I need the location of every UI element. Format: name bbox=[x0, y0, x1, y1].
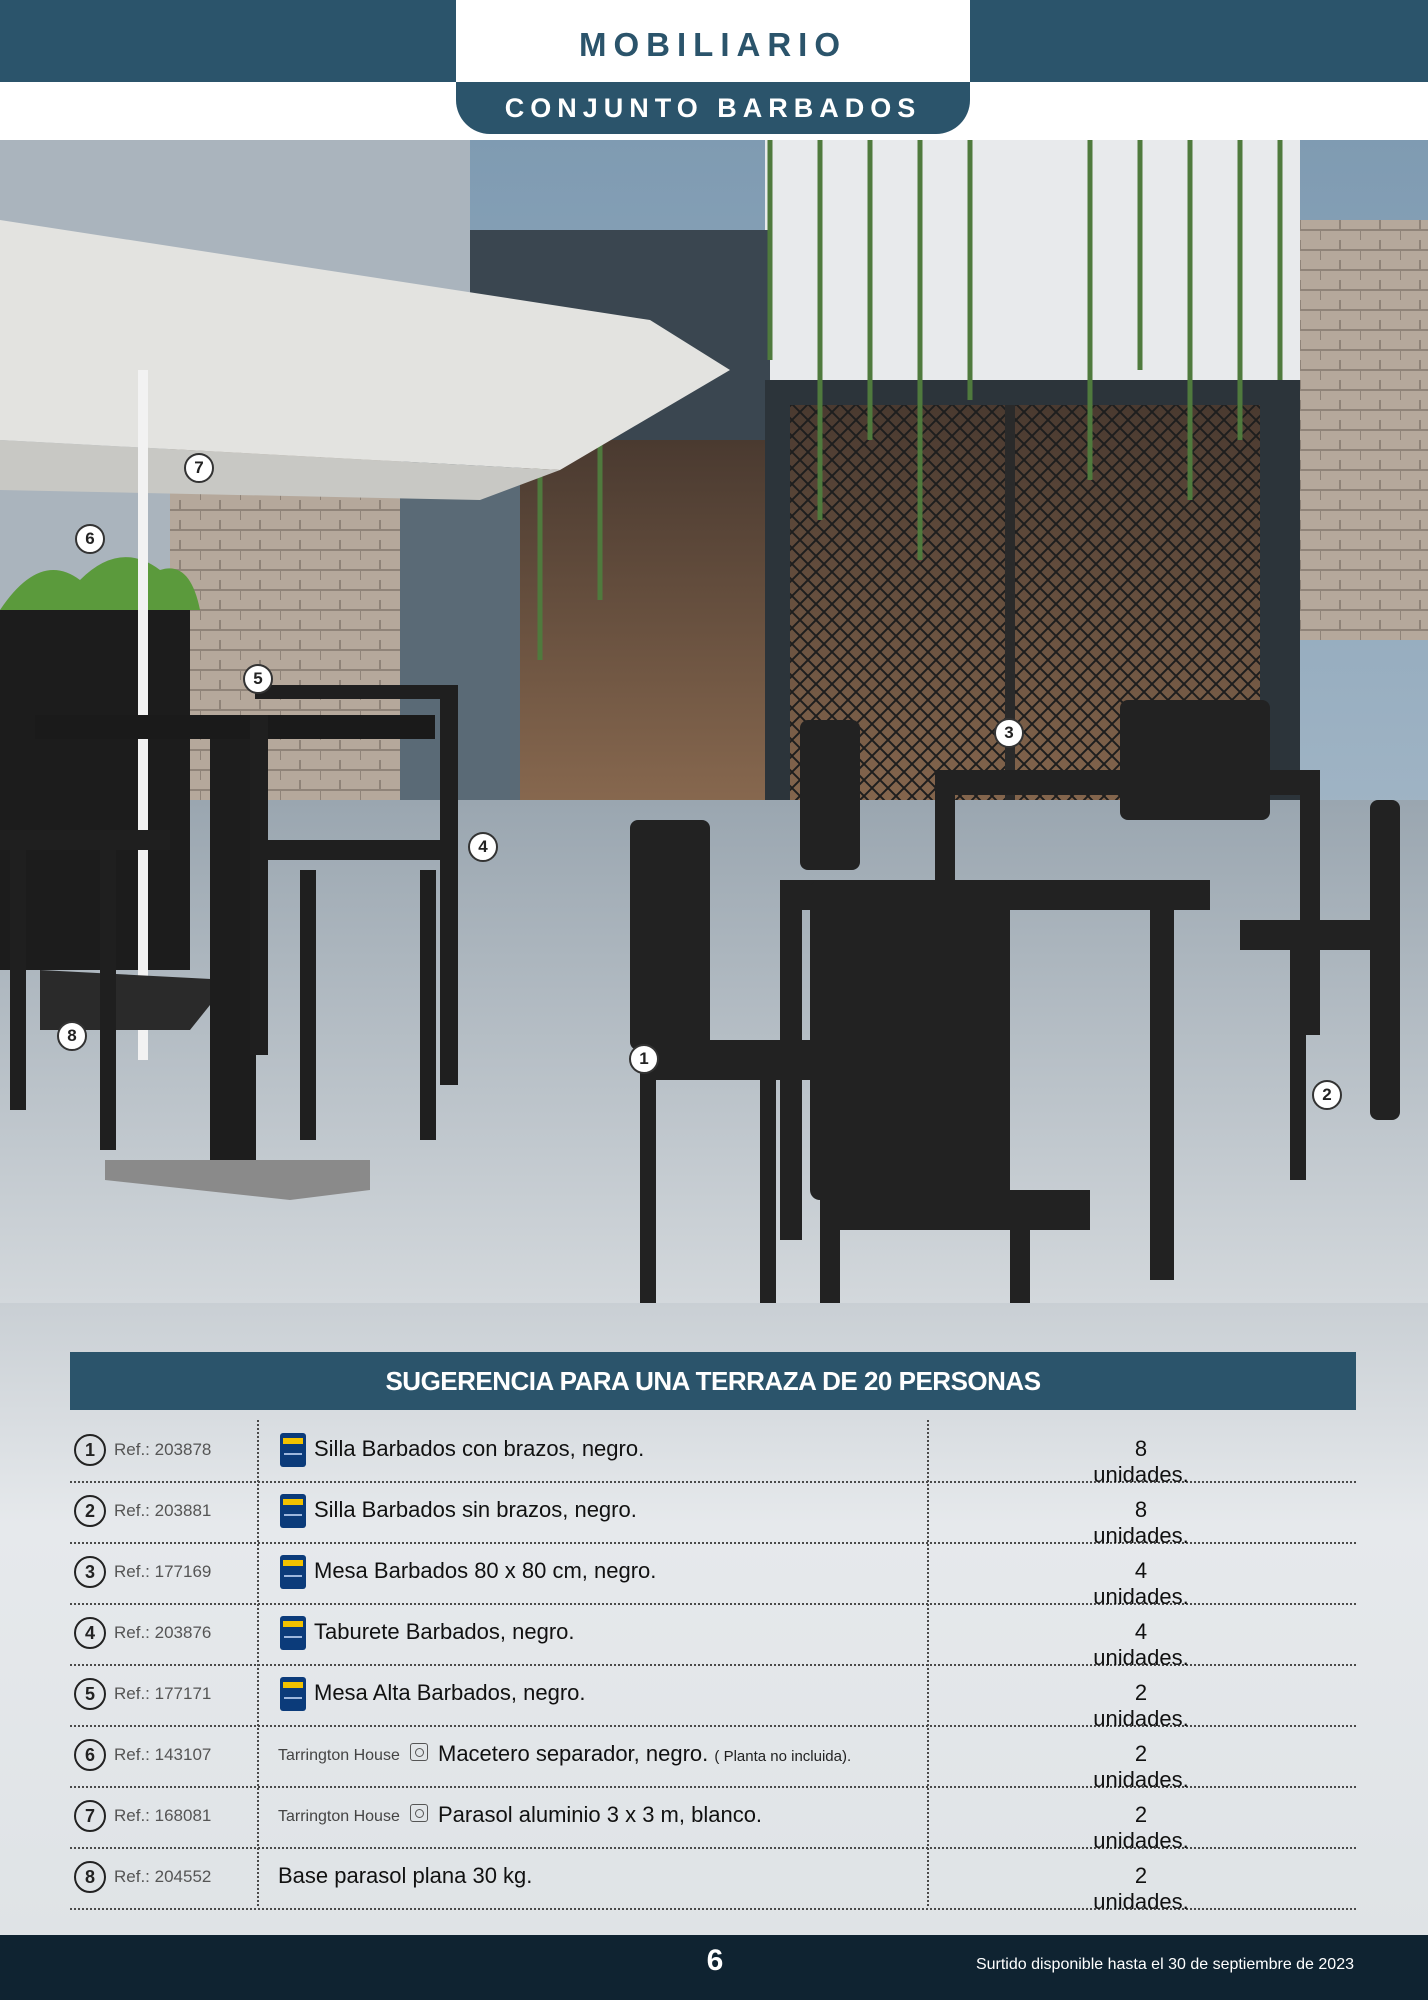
table-row bbox=[70, 1847, 1356, 1914]
row-ref: Ref.: 203878 bbox=[114, 1440, 212, 1459]
row-quantity: 4 unidades. bbox=[1093, 1558, 1189, 1609]
callout-7: 7 bbox=[184, 453, 214, 483]
table-row bbox=[70, 1786, 1356, 1853]
availability-note: Surtido disponible hasta el 30 de septiembre de 2023 bbox=[975, 1956, 1354, 1973]
row-ref: Ref.: 177169 bbox=[114, 1562, 212, 1581]
callout-8: 8 bbox=[57, 1021, 87, 1051]
table-row bbox=[70, 1542, 1356, 1609]
row-ref: Ref.: 204552 bbox=[114, 1867, 212, 1886]
row-ref: Ref.: 203876 bbox=[114, 1623, 212, 1642]
row-description: Macetero separador, negro. bbox=[438, 1741, 709, 1766]
row-note: ( Planta no incluida). bbox=[714, 1748, 852, 1765]
callout-6: 6 bbox=[75, 524, 105, 554]
callout-3: 3 bbox=[994, 718, 1024, 748]
tarrington-house-icon bbox=[410, 1804, 428, 1822]
row-quantity: 2 unidades. bbox=[1093, 1863, 1189, 1914]
callout-4: 4 bbox=[468, 832, 498, 862]
row-description: Mesa Alta Barbados, negro. bbox=[314, 1680, 586, 1705]
row-quantity: 2 unidades. bbox=[1093, 1680, 1189, 1731]
table-row bbox=[70, 1725, 1356, 1792]
row-description: Base parasol plana 30 kg. bbox=[278, 1863, 533, 1888]
row-ref: Ref.: 177171 bbox=[114, 1684, 212, 1703]
table-row bbox=[70, 1481, 1356, 1548]
callout-1: 1 bbox=[629, 1044, 659, 1074]
row-quantity: 2 unidades. bbox=[1093, 1802, 1189, 1853]
metro-logo-icon bbox=[280, 1555, 306, 1589]
callout-5: 5 bbox=[243, 664, 273, 694]
row-description: Silla Barbados sin brazos, negro. bbox=[314, 1497, 637, 1522]
terrace-photo bbox=[0, 140, 1428, 1303]
row-number: 6 bbox=[74, 1739, 106, 1771]
page-subtitle: CONJUNTO BARBADOS bbox=[504, 93, 922, 123]
row-number: 5 bbox=[74, 1678, 106, 1710]
row-description: Taburete Barbados, negro. bbox=[314, 1619, 575, 1644]
row-quantity: 2 unidades. bbox=[1093, 1741, 1189, 1792]
row-number: 2 bbox=[74, 1495, 106, 1527]
row-quantity: 8 unidades. bbox=[1093, 1436, 1189, 1487]
row-number: 7 bbox=[74, 1800, 106, 1832]
metro-logo-icon bbox=[280, 1616, 306, 1650]
row-number: 8 bbox=[74, 1861, 106, 1893]
page-title: MOBILIARIO bbox=[579, 26, 847, 63]
brand-name: Tarrington House bbox=[278, 1808, 400, 1825]
row-description: Mesa Barbados 80 x 80 cm, negro. bbox=[314, 1558, 657, 1583]
row-ref: Ref.: 143107 bbox=[114, 1745, 212, 1764]
row-description: Parasol aluminio 3 x 3 m, blanco. bbox=[438, 1802, 763, 1827]
table-row bbox=[70, 1664, 1356, 1731]
row-number: 1 bbox=[74, 1434, 106, 1466]
callout-2: 2 bbox=[1312, 1080, 1342, 1110]
metro-logo-icon bbox=[280, 1433, 306, 1467]
table-heading: SUGERENCIA PARA UNA TERRAZA DE 20 PERSONAS bbox=[70, 1352, 1356, 1410]
tarrington-house-icon bbox=[410, 1743, 428, 1761]
row-ref: Ref.: 203881 bbox=[114, 1501, 212, 1520]
metro-logo-icon bbox=[280, 1494, 306, 1528]
row-quantity: 4 unidades. bbox=[1093, 1619, 1189, 1670]
row-number: 3 bbox=[74, 1556, 106, 1588]
metro-logo-icon bbox=[280, 1677, 306, 1711]
page-number: 6 bbox=[706, 1944, 724, 1977]
table-row bbox=[70, 1603, 1356, 1670]
row-number: 4 bbox=[74, 1617, 106, 1649]
brand-name: Tarrington House bbox=[278, 1747, 400, 1764]
row-description: Silla Barbados con brazos, negro. bbox=[314, 1436, 645, 1461]
row-ref: Ref.: 168081 bbox=[114, 1806, 212, 1825]
table-row bbox=[70, 1420, 1356, 1487]
row-quantity: 8 unidades. bbox=[1093, 1497, 1189, 1548]
